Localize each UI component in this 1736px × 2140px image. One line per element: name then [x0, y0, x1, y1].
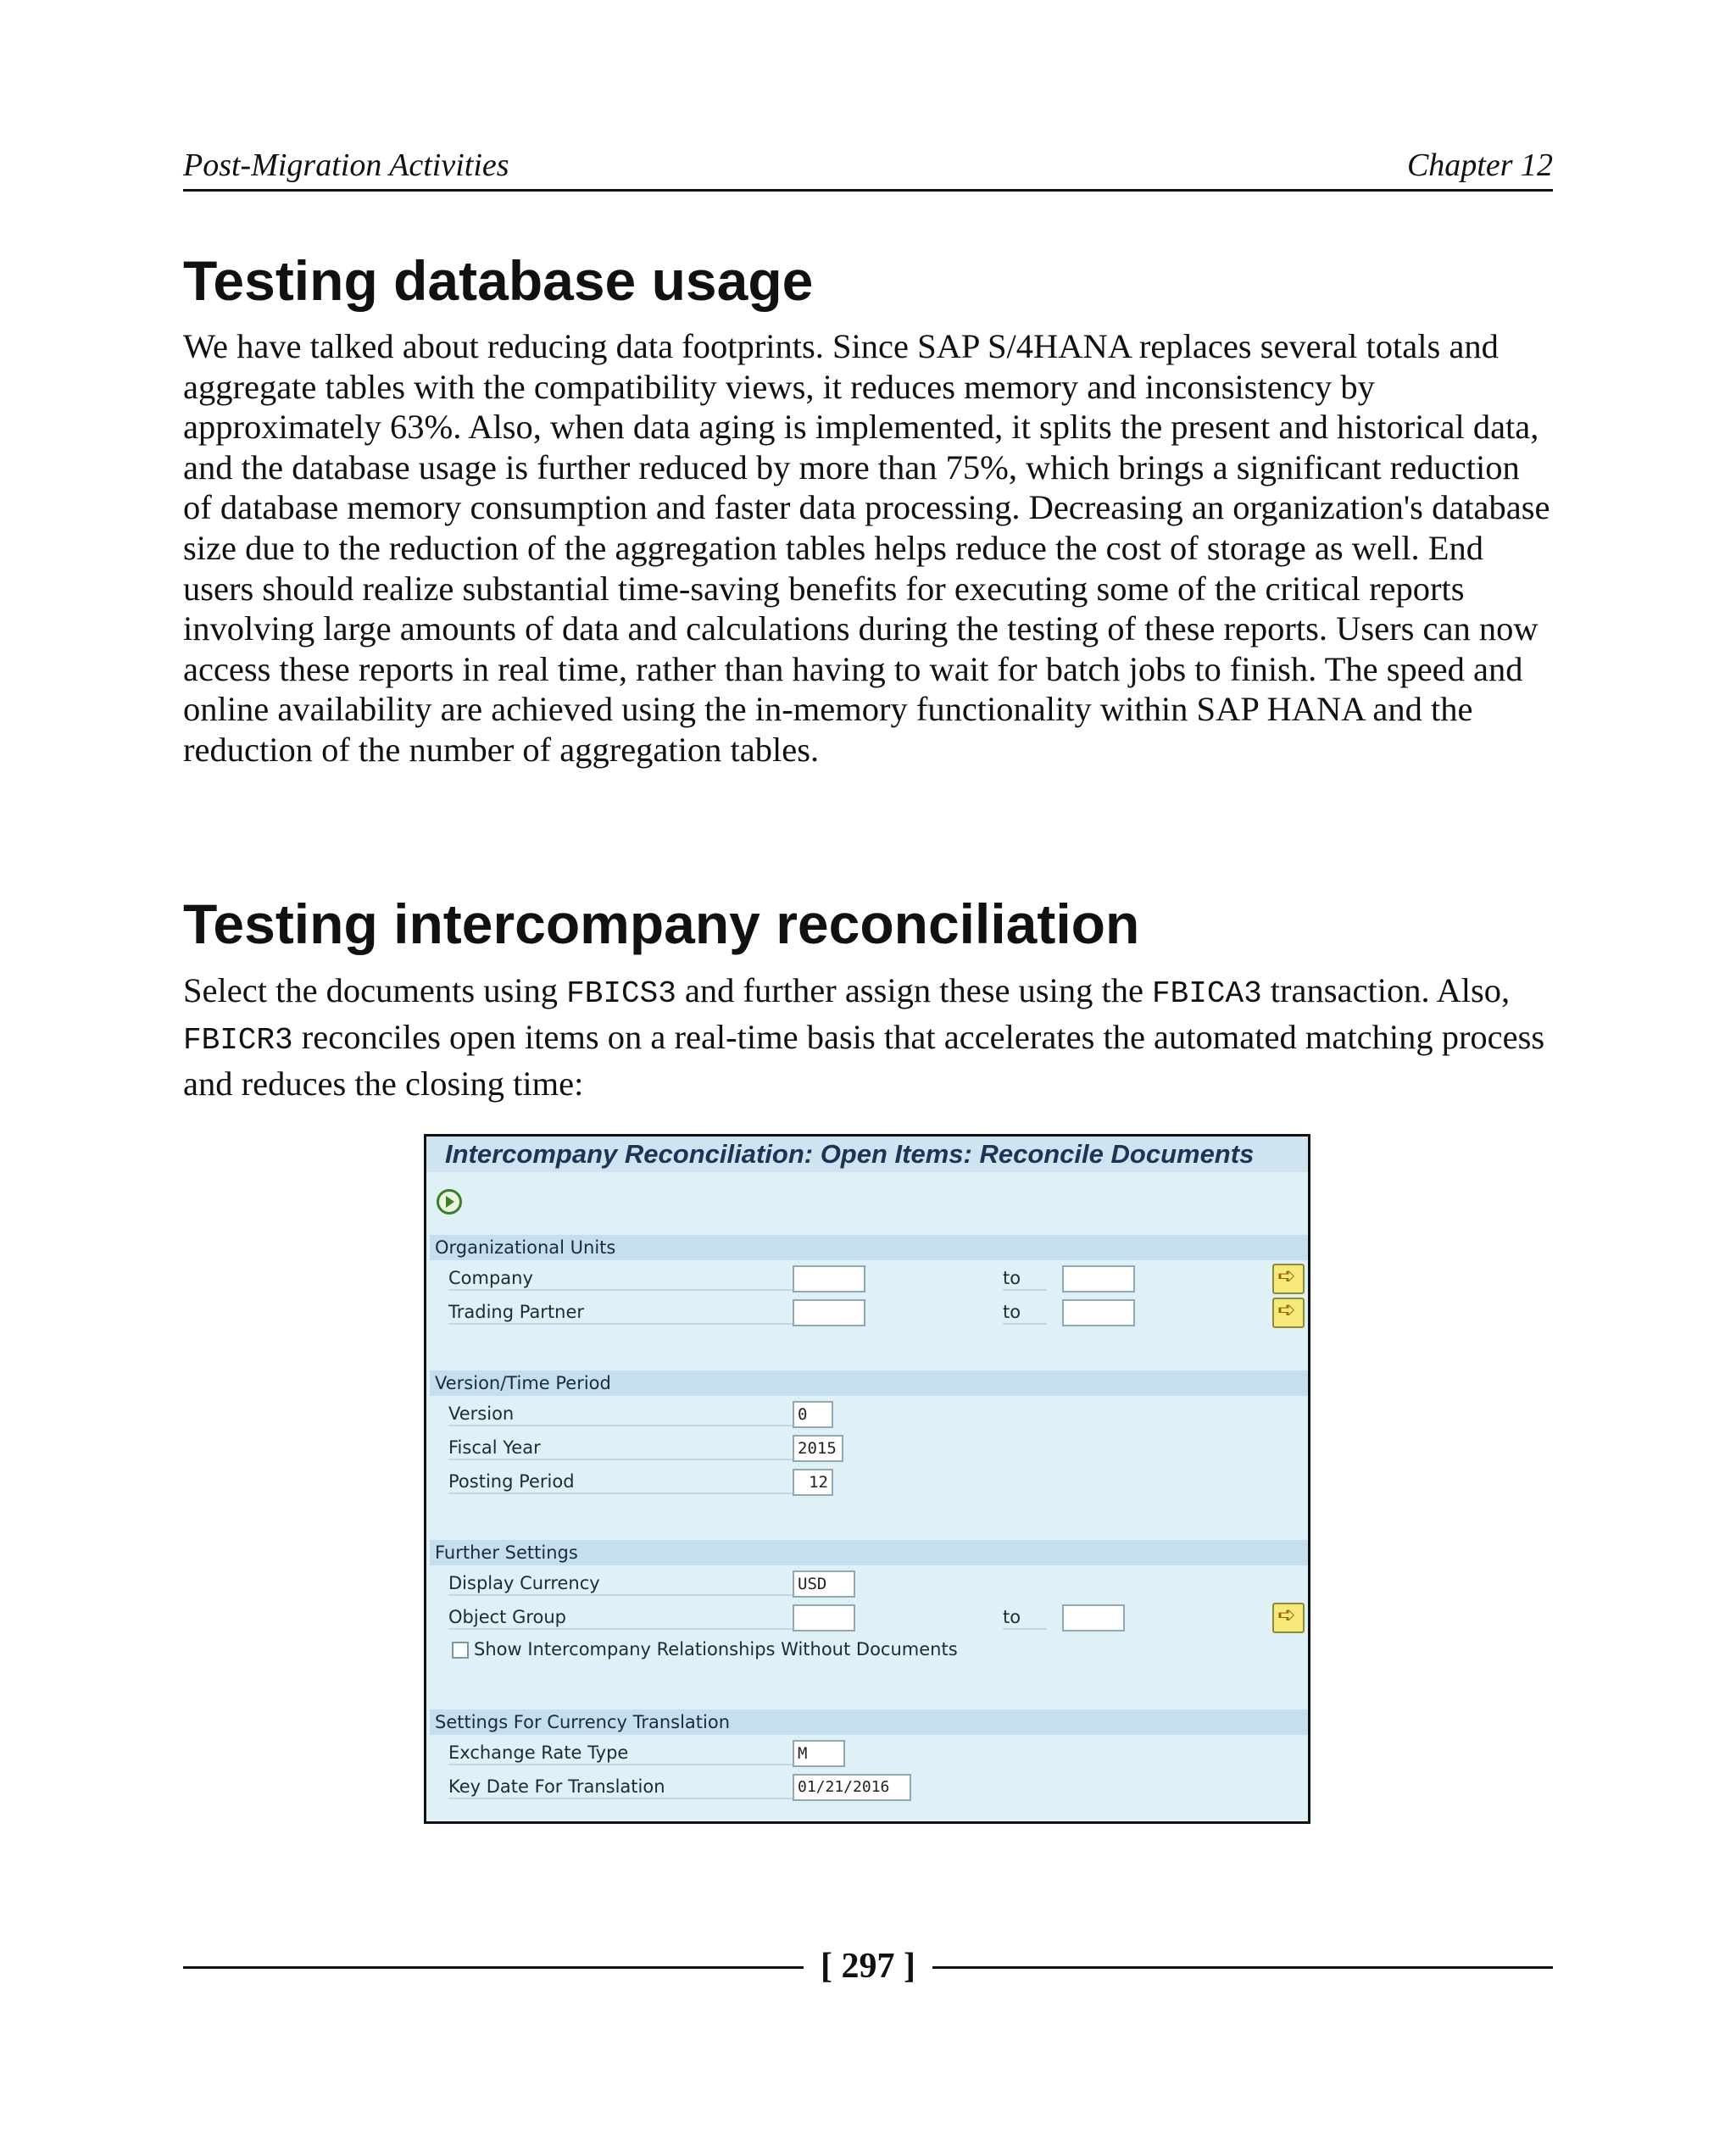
display-currency-input[interactable]: USD — [793, 1570, 855, 1598]
running-header-chapter: Chapter 12 — [1406, 147, 1553, 183]
text-assign: and further assign these using the — [684, 971, 1143, 1009]
label-version: Version — [448, 1401, 793, 1426]
section-currency-translation: Settings For Currency Translation — [430, 1709, 1308, 1735]
object-group-from-input[interactable] — [793, 1604, 855, 1631]
trading-partner-to-input[interactable] — [1062, 1299, 1135, 1326]
code-fbics3: FBICS3 — [566, 976, 676, 1011]
section-heading-intercompany: Testing intercompany reconciliation — [183, 892, 1140, 955]
section-version-time-period: Version/Time Period — [430, 1370, 1308, 1396]
multiple-selection-icon[interactable] — [1272, 1603, 1305, 1633]
page-number: [ 297 ] — [804, 1947, 932, 1986]
execute-icon[interactable] — [437, 1189, 462, 1215]
page-footer — [183, 1941, 1553, 1992]
label-to: to — [1003, 1299, 1047, 1325]
label-to: to — [1003, 1604, 1047, 1630]
trading-partner-from-input[interactable] — [793, 1299, 865, 1326]
sap-screenshot — [424, 1134, 1310, 1824]
label-exchange-rate-type: Exchange Rate Type — [448, 1740, 793, 1765]
label-trading-partner: Trading Partner — [448, 1299, 793, 1325]
section-heading-database-usage: Testing database usage — [183, 249, 814, 312]
show-relationships-label: Show Intercompany Relationships Without Documents — [474, 1639, 958, 1659]
label-object-group: Object Group — [448, 1604, 793, 1630]
section-further-settings: Further Settings — [430, 1540, 1308, 1565]
label-to: to — [1003, 1265, 1047, 1291]
label-key-date: Key Date For Translation — [448, 1774, 793, 1799]
text-transaction: transaction. Also, — [1270, 971, 1511, 1009]
exchange-rate-type-input[interactable]: M — [793, 1740, 845, 1767]
paragraph-database-usage: We have talked about reducing data footprints. Since SAP S/4HANA replaces several totals and aggregate tables with the compatibility views, it reduces memory and inconsistency by approximately 63%. Also, when data aging is implemented, it splits the present and historical data, and the database usage is further reduced by more than 75%, which brings a significant reduction of database memory consumption and faster data processing. Decreasing an organization's database size due to the reduction of the aggregation tables helps reduce the cost of storage as well. End users should realize substantial time-saving benefits for executing some of the critical reports involving large amounts of data and calculations during the testing of these reports. Users can now access these reports in real time, rather than having to wait for batch jobs to finish. The speed and online availability are achieved using the in-memory functionality within SAP HANA and the reduction of the number of aggregation tables. — [183, 327, 1550, 769]
label-display-currency: Display Currency — [448, 1570, 793, 1596]
multiple-selection-icon[interactable] — [1272, 1264, 1305, 1294]
show-relationships-checkbox[interactable] — [452, 1642, 469, 1659]
text-select: Select the documents using — [183, 971, 559, 1009]
section-organizational-units: Organizational Units — [430, 1235, 1308, 1260]
text-reconciles: reconciles open items on a real-time basis that accelerates the automated matching process and reduces the closing time: — [183, 1018, 1545, 1103]
company-to-input[interactable] — [1062, 1265, 1135, 1292]
fiscal-year-input[interactable]: 2015 — [793, 1435, 843, 1462]
label-fiscal-year: Fiscal Year — [448, 1435, 793, 1460]
sap-window-title: Intercompany Reconciliation: Open Items: Reconcile Documents — [426, 1137, 1308, 1172]
code-fbicr3: FBICR3 — [183, 1023, 293, 1058]
key-date-input[interactable]: 01/21/2016 — [793, 1774, 911, 1801]
running-header-title: Post-Migration Activities — [183, 147, 509, 183]
label-company: Company — [448, 1265, 793, 1291]
paragraph-intercompany — [183, 969, 1556, 1105]
code-fbica3: FBICA3 — [1152, 976, 1262, 1011]
label-posting-period: Posting Period — [448, 1469, 793, 1494]
running-header — [183, 142, 1553, 192]
version-input[interactable]: 0 — [793, 1401, 833, 1428]
posting-period-input[interactable]: 12 — [793, 1469, 833, 1496]
multiple-selection-icon[interactable] — [1272, 1298, 1305, 1328]
company-from-input[interactable] — [793, 1265, 865, 1292]
object-group-to-input[interactable] — [1062, 1604, 1125, 1631]
